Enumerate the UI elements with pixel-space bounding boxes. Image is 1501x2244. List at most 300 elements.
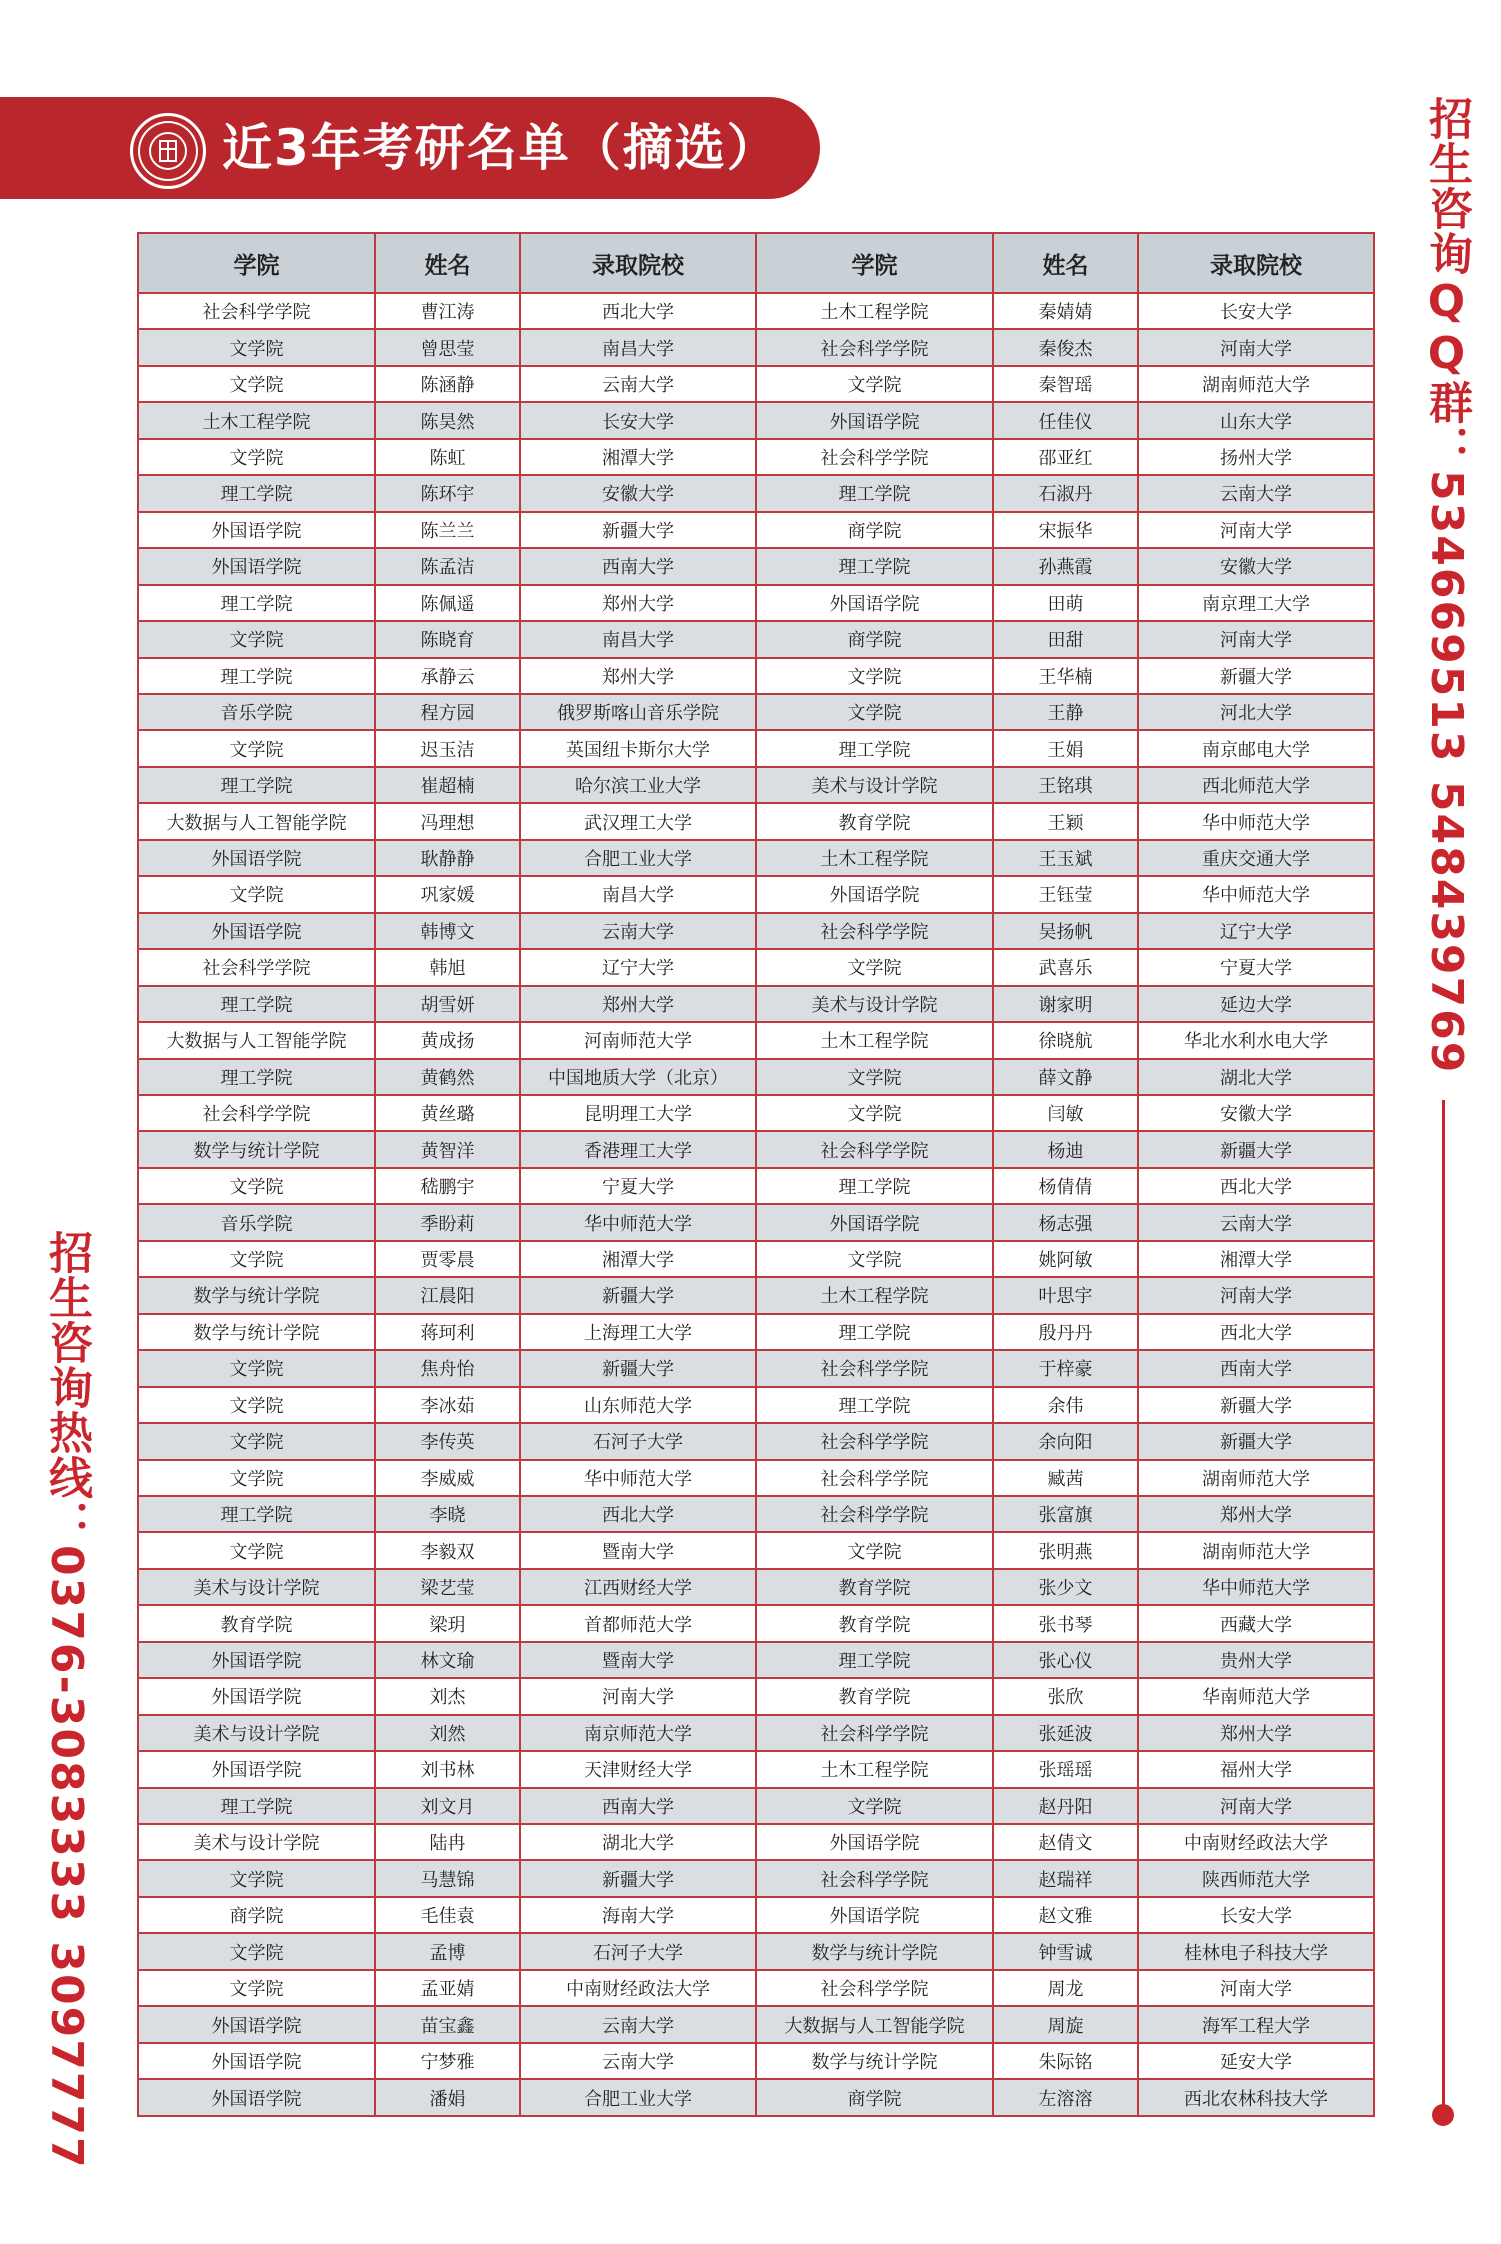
cell-admitted-school: 延边大学 — [1138, 986, 1374, 1022]
cell-college: 文学院 — [756, 1059, 993, 1095]
cell-name: 武喜乐 — [993, 949, 1138, 985]
cell-college: 商学院 — [756, 2079, 993, 2116]
cell-college: 理工学院 — [756, 1642, 993, 1678]
cell-name: 徐晓航 — [993, 1022, 1138, 1058]
cell-college: 外国语学院 — [138, 913, 375, 949]
cell-name: 任佳仪 — [993, 402, 1138, 438]
cell-college: 理工学院 — [138, 475, 375, 511]
cell-name: 李毅双 — [375, 1532, 520, 1568]
table-row — [138, 730, 1374, 766]
table-row — [138, 1642, 1374, 1678]
cell-name: 蒋珂利 — [375, 1314, 520, 1350]
cell-admitted-school: 湖北大学 — [1138, 1059, 1374, 1095]
cell-admitted-school: 河北大学 — [1138, 694, 1374, 730]
cell-admitted-school: 中国地质大学（北京） — [520, 1059, 756, 1095]
cell-admitted-school: 福州大学 — [1138, 1751, 1374, 1787]
cell-college: 美术与设计学院 — [138, 1824, 375, 1860]
cell-admitted-school: 辽宁大学 — [520, 949, 756, 985]
cell-admitted-school: 英国纽卡斯尔大学 — [520, 730, 756, 766]
cell-admitted-school: 湘潭大学 — [1138, 1241, 1374, 1277]
cell-name: 张瑶瑶 — [993, 1751, 1138, 1787]
cell-college: 土木工程学院 — [138, 402, 375, 438]
cell-admitted-school: 桂林电子科技大学 — [1138, 1933, 1374, 1969]
cell-name: 叶思宇 — [993, 1277, 1138, 1313]
cell-admitted-school: 新疆大学 — [520, 1350, 756, 1386]
cell-college: 外国语学院 — [138, 548, 375, 584]
cell-college: 社会科学学院 — [756, 1423, 993, 1459]
cell-name: 王娟 — [993, 730, 1138, 766]
cell-name: 梁玥 — [375, 1605, 520, 1641]
cell-admitted-school: 扬州大学 — [1138, 439, 1374, 475]
cell-name: 刘杰 — [375, 1678, 520, 1714]
cell-name: 梁艺莹 — [375, 1569, 520, 1605]
cell-college: 理工学院 — [756, 1168, 993, 1204]
cell-name: 张欣 — [993, 1678, 1138, 1714]
cell-name: 马慧锦 — [375, 1860, 520, 1896]
table-row — [138, 986, 1374, 1022]
cell-name: 江晨阳 — [375, 1277, 520, 1313]
header-admitted-school: 录取院校 — [1138, 233, 1374, 293]
cell-college: 社会科学学院 — [138, 1095, 375, 1131]
cell-admitted-school: 新疆大学 — [1138, 658, 1374, 694]
table-row — [138, 293, 1374, 329]
cell-admitted-school: 西北大学 — [1138, 1168, 1374, 1204]
table-row — [138, 658, 1374, 694]
cell-name: 宋振华 — [993, 512, 1138, 548]
cell-name: 田甜 — [993, 621, 1138, 657]
cell-admitted-school: 海南大学 — [520, 1897, 756, 1933]
cell-name: 程方园 — [375, 694, 520, 730]
cell-college: 商学院 — [756, 512, 993, 548]
cell-admitted-school: 西北大学 — [520, 1496, 756, 1532]
cell-admitted-school: 长安大学 — [1138, 293, 1374, 329]
cell-admitted-school: 上海理工大学 — [520, 1314, 756, 1350]
cell-admitted-school: 中南财经政法大学 — [520, 1970, 756, 2006]
cell-admitted-school: 长安大学 — [1138, 1897, 1374, 1933]
cell-name: 钟雪诚 — [993, 1933, 1138, 1969]
cell-college: 文学院 — [138, 1532, 375, 1568]
table-row — [138, 1605, 1374, 1641]
cell-admitted-school: 海军工程大学 — [1138, 2006, 1374, 2042]
cell-admitted-school: 贵州大学 — [1138, 1642, 1374, 1678]
cell-college: 商学院 — [756, 621, 993, 657]
hotline-numbers: 0376-3083333 3097777 — [41, 1545, 92, 2170]
cell-college: 理工学院 — [756, 1314, 993, 1350]
cell-name: 毛佳袁 — [375, 1897, 520, 1933]
cell-name: 张少文 — [993, 1569, 1138, 1605]
cell-admitted-school: 辽宁大学 — [1138, 913, 1374, 949]
table-row — [138, 548, 1374, 584]
cell-college: 社会科学学院 — [138, 293, 375, 329]
cell-college: 理工学院 — [138, 1496, 375, 1532]
cell-admitted-school: 河南大学 — [520, 1678, 756, 1714]
table-row — [138, 1022, 1374, 1058]
cell-admitted-school: 安徽大学 — [1138, 1095, 1374, 1131]
table-body — [138, 293, 1374, 2116]
cell-college: 外国语学院 — [138, 1751, 375, 1787]
cell-name: 孙燕霞 — [993, 548, 1138, 584]
cell-name: 耿静静 — [375, 840, 520, 876]
cell-college: 文学院 — [138, 439, 375, 475]
cell-college: 美术与设计学院 — [756, 986, 993, 1022]
cell-name: 焦舟怡 — [375, 1350, 520, 1386]
table-row — [138, 1788, 1374, 1824]
table-row — [138, 1678, 1374, 1714]
cell-college: 文学院 — [756, 366, 993, 402]
cell-college: 文学院 — [138, 1423, 375, 1459]
cell-admitted-school: 重庆交通大学 — [1138, 840, 1374, 876]
cell-college: 美术与设计学院 — [756, 767, 993, 803]
cell-name: 季盼莉 — [375, 1204, 520, 1240]
cell-name: 承静云 — [375, 658, 520, 694]
cell-name: 闫敏 — [993, 1095, 1138, 1131]
cell-name: 田萌 — [993, 585, 1138, 621]
table-row — [138, 803, 1374, 839]
cell-college: 文学院 — [138, 1933, 375, 1969]
cell-admitted-school: 西南大学 — [520, 1788, 756, 1824]
cell-admitted-school: 河南师范大学 — [520, 1022, 756, 1058]
cell-admitted-school: 湖北大学 — [520, 1824, 756, 1860]
cell-college: 教育学院 — [756, 1569, 993, 1605]
cell-name: 王华楠 — [993, 658, 1138, 694]
cell-name: 于梓豪 — [993, 1350, 1138, 1386]
cell-admitted-school: 西北农林科技大学 — [1138, 2079, 1374, 2116]
cell-college: 社会科学学院 — [756, 1970, 993, 2006]
cell-college: 理工学院 — [756, 1387, 993, 1423]
cell-college: 文学院 — [756, 1788, 993, 1824]
cell-college: 社会科学学院 — [756, 329, 993, 365]
table-row — [138, 329, 1374, 365]
table-row — [138, 2006, 1374, 2042]
cell-admitted-school: 南京师范大学 — [520, 1715, 756, 1751]
cell-name: 朱际铭 — [993, 2043, 1138, 2079]
cell-name: 李冰茹 — [375, 1387, 520, 1423]
cell-admitted-school: 昆明理工大学 — [520, 1095, 756, 1131]
cell-name: 殷丹丹 — [993, 1314, 1138, 1350]
hotline-info — [34, 1230, 98, 2170]
cell-admitted-school: 首都师范大学 — [520, 1605, 756, 1641]
cell-admitted-school: 石河子大学 — [520, 1933, 756, 1969]
cell-name: 陈虹 — [375, 439, 520, 475]
cell-college: 文学院 — [138, 366, 375, 402]
table-row — [138, 585, 1374, 621]
table-row — [138, 1241, 1374, 1277]
table-row — [138, 475, 1374, 511]
cell-college: 理工学院 — [138, 1059, 375, 1095]
cell-college: 文学院 — [756, 1241, 993, 1277]
cell-college: 理工学院 — [756, 730, 993, 766]
cell-college: 外国语学院 — [138, 512, 375, 548]
page-title: 近3年考研名单（摘选） — [222, 119, 779, 177]
cell-admitted-school: 南昌大学 — [520, 876, 756, 912]
cell-college: 教育学院 — [756, 803, 993, 839]
table-row — [138, 1897, 1374, 1933]
cell-admitted-school: 湖南师范大学 — [1138, 1460, 1374, 1496]
cell-name: 曾思莹 — [375, 329, 520, 365]
cell-admitted-school: 云南大学 — [520, 2043, 756, 2079]
cell-college: 文学院 — [138, 621, 375, 657]
table-row — [138, 1751, 1374, 1787]
cell-name: 赵文雅 — [993, 1897, 1138, 1933]
table-row — [138, 1496, 1374, 1532]
cell-admitted-school: 郑州大学 — [520, 658, 756, 694]
cell-name: 秦俊杰 — [993, 329, 1138, 365]
table-row — [138, 1059, 1374, 1095]
cell-admitted-school: 华中师范大学 — [520, 1204, 756, 1240]
cell-admitted-school: 云南大学 — [1138, 475, 1374, 511]
cell-admitted-school: 长安大学 — [520, 402, 756, 438]
cell-college: 理工学院 — [138, 767, 375, 803]
cell-college: 大数据与人工智能学院 — [138, 1022, 375, 1058]
cell-college: 外国语学院 — [138, 2043, 375, 2079]
cell-admitted-school: 宁夏大学 — [1138, 949, 1374, 985]
cell-college: 理工学院 — [756, 475, 993, 511]
table-row — [138, 1569, 1374, 1605]
cell-name: 宁梦雅 — [375, 2043, 520, 2079]
cell-admitted-school: 云南大学 — [520, 366, 756, 402]
header-name: 姓名 — [375, 233, 520, 293]
cell-name: 胡雪妍 — [375, 986, 520, 1022]
cell-name: 周龙 — [993, 1970, 1138, 2006]
cell-college: 文学院 — [138, 876, 375, 912]
cell-admitted-school: 南京理工大学 — [1138, 585, 1374, 621]
cell-college: 美术与设计学院 — [138, 1569, 375, 1605]
cell-name: 刘然 — [375, 1715, 520, 1751]
cell-college: 土木工程学院 — [756, 840, 993, 876]
cell-name: 陈涵静 — [375, 366, 520, 402]
cell-admitted-school: 山东大学 — [1138, 402, 1374, 438]
cell-name: 黄鹤然 — [375, 1059, 520, 1095]
decorative-line — [1442, 1100, 1445, 2112]
cell-college: 文学院 — [756, 658, 993, 694]
table-row — [138, 2079, 1374, 2116]
cell-admitted-school: 合肥工业大学 — [520, 2079, 756, 2116]
cell-name: 谢家明 — [993, 986, 1138, 1022]
cell-admitted-school: 哈尔滨工业大学 — [520, 767, 756, 803]
cell-admitted-school: 新疆大学 — [1138, 1423, 1374, 1459]
cell-admitted-school: 云南大学 — [520, 913, 756, 949]
cell-college: 外国语学院 — [756, 402, 993, 438]
header-college: 学院 — [138, 233, 375, 293]
cell-name: 秦婧婧 — [993, 293, 1138, 329]
cell-admitted-school: 合肥工业大学 — [520, 840, 756, 876]
cell-name: 石淑丹 — [993, 475, 1138, 511]
cell-admitted-school: 武汉理工大学 — [520, 803, 756, 839]
cell-name: 刘文月 — [375, 1788, 520, 1824]
cell-college: 音乐学院 — [138, 1204, 375, 1240]
cell-admitted-school: 郑州大学 — [1138, 1496, 1374, 1532]
cell-name: 嵇鹏宇 — [375, 1168, 520, 1204]
table-row — [138, 621, 1374, 657]
cell-college: 外国语学院 — [756, 585, 993, 621]
cell-name: 左溶溶 — [993, 2079, 1138, 2116]
cell-name: 李晓 — [375, 1496, 520, 1532]
cell-college: 外国语学院 — [756, 1824, 993, 1860]
cell-admitted-school: 云南大学 — [520, 2006, 756, 2042]
cell-college: 文学院 — [138, 1860, 375, 1896]
cell-admitted-school: 安徽大学 — [1138, 548, 1374, 584]
cell-admitted-school: 延安大学 — [1138, 2043, 1374, 2079]
cell-name: 臧茜 — [993, 1460, 1138, 1496]
cell-college: 文学院 — [138, 1168, 375, 1204]
cell-admitted-school: 郑州大学 — [1138, 1715, 1374, 1751]
cell-name: 迟玉洁 — [375, 730, 520, 766]
cell-college: 文学院 — [138, 329, 375, 365]
cell-name: 陈兰兰 — [375, 512, 520, 548]
cell-admitted-school: 西南大学 — [520, 548, 756, 584]
cell-name: 黄丝璐 — [375, 1095, 520, 1131]
cell-college: 社会科学学院 — [756, 439, 993, 475]
cell-admitted-school: 西北大学 — [520, 293, 756, 329]
cell-name: 李威威 — [375, 1460, 520, 1496]
cell-college: 外国语学院 — [138, 1678, 375, 1714]
cell-admitted-school: 河南大学 — [1138, 1788, 1374, 1824]
cell-college: 外国语学院 — [138, 2079, 375, 2116]
cell-name: 潘娟 — [375, 2079, 520, 2116]
cell-name: 贾零晨 — [375, 1241, 520, 1277]
cell-name: 陈晓育 — [375, 621, 520, 657]
cell-admitted-school: 陕西师范大学 — [1138, 1860, 1374, 1896]
cell-name: 陈昊然 — [375, 402, 520, 438]
cell-name: 王钰莹 — [993, 876, 1138, 912]
cell-college: 社会科学学院 — [756, 1350, 993, 1386]
cell-college: 社会科学学院 — [756, 1460, 993, 1496]
cell-name: 薛文静 — [993, 1059, 1138, 1095]
decorative-dot — [1432, 2104, 1454, 2126]
table-header-row — [138, 233, 1374, 293]
cell-name: 王颖 — [993, 803, 1138, 839]
cell-admitted-school: 河南大学 — [1138, 1970, 1374, 2006]
table-row — [138, 439, 1374, 475]
cell-college: 教育学院 — [138, 1605, 375, 1641]
qq-group-label: 招生咨询QQ群： — [1421, 96, 1472, 470]
table-row — [138, 1204, 1374, 1240]
cell-admitted-school: 华中师范大学 — [1138, 803, 1374, 839]
cell-college: 理工学院 — [138, 986, 375, 1022]
cell-admitted-school: 西北大学 — [1138, 1314, 1374, 1350]
cell-name: 孟亚婧 — [375, 1970, 520, 2006]
table-row — [138, 1532, 1374, 1568]
cell-college: 理工学院 — [138, 585, 375, 621]
cell-admitted-school: 湖南师范大学 — [1138, 1532, 1374, 1568]
cell-admitted-school: 华中师范大学 — [1138, 876, 1374, 912]
cell-college: 土木工程学院 — [756, 1751, 993, 1787]
table-row — [138, 1350, 1374, 1386]
cell-admitted-school: 河南大学 — [1138, 329, 1374, 365]
header-admitted-school: 录取院校 — [520, 233, 756, 293]
table-row — [138, 1824, 1374, 1860]
cell-admitted-school: 石河子大学 — [520, 1423, 756, 1459]
table-row — [138, 1277, 1374, 1313]
cell-college: 商学院 — [138, 1897, 375, 1933]
cell-name: 黄智洋 — [375, 1131, 520, 1167]
cell-college: 教育学院 — [756, 1678, 993, 1714]
cell-college: 文学院 — [138, 1350, 375, 1386]
cell-name: 杨倩倩 — [993, 1168, 1138, 1204]
cell-name: 王玉斌 — [993, 840, 1138, 876]
cell-college: 社会科学学院 — [138, 949, 375, 985]
cell-name: 陈佩遥 — [375, 585, 520, 621]
cell-name: 曹江涛 — [375, 293, 520, 329]
cell-college: 文学院 — [756, 694, 993, 730]
cell-name: 李传英 — [375, 1423, 520, 1459]
cell-college: 数学与统计学院 — [138, 1314, 375, 1350]
cell-admitted-school: 湖南师范大学 — [1138, 366, 1374, 402]
cell-admitted-school: 华南师范大学 — [1138, 1678, 1374, 1714]
cell-admitted-school: 云南大学 — [1138, 1204, 1374, 1240]
cell-admitted-school: 香港理工大学 — [520, 1131, 756, 1167]
cell-admitted-school: 南京邮电大学 — [1138, 730, 1374, 766]
cell-college: 理工学院 — [138, 658, 375, 694]
cell-college: 社会科学学院 — [756, 913, 993, 949]
cell-admitted-school: 新疆大学 — [520, 1277, 756, 1313]
cell-admitted-school: 西北师范大学 — [1138, 767, 1374, 803]
cell-admitted-school: 南昌大学 — [520, 621, 756, 657]
table-row — [138, 1970, 1374, 2006]
table-row — [138, 1715, 1374, 1751]
table-row — [138, 366, 1374, 402]
cell-name: 林文瑜 — [375, 1642, 520, 1678]
cell-college: 文学院 — [756, 949, 993, 985]
cell-name: 杨迪 — [993, 1131, 1138, 1167]
cell-college: 大数据与人工智能学院 — [756, 2006, 993, 2042]
cell-admitted-school: 西藏大学 — [1138, 1605, 1374, 1641]
table-row — [138, 1314, 1374, 1350]
table-row — [138, 767, 1374, 803]
cell-college: 数学与统计学院 — [138, 1131, 375, 1167]
table-row — [138, 1860, 1374, 1896]
cell-college: 土木工程学院 — [756, 293, 993, 329]
cell-name: 邵亚红 — [993, 439, 1138, 475]
school-logo — [130, 113, 206, 189]
cell-name: 韩博文 — [375, 913, 520, 949]
cell-name: 张心仪 — [993, 1642, 1138, 1678]
table-row — [138, 1387, 1374, 1423]
cell-name: 巩家媛 — [375, 876, 520, 912]
cell-college: 数学与统计学院 — [756, 2043, 993, 2079]
table-row — [138, 1131, 1374, 1167]
table-row — [138, 876, 1374, 912]
cell-admitted-school: 新疆大学 — [520, 1860, 756, 1896]
cell-college: 美术与设计学院 — [138, 1715, 375, 1751]
cell-name: 赵瑞祥 — [993, 1860, 1138, 1896]
cell-admitted-school: 郑州大学 — [520, 986, 756, 1022]
table-row — [138, 512, 1374, 548]
cell-name: 姚阿敏 — [993, 1241, 1138, 1277]
cell-name: 赵倩文 — [993, 1824, 1138, 1860]
cell-college: 外国语学院 — [138, 1642, 375, 1678]
cell-name: 余向阳 — [993, 1423, 1138, 1459]
cell-college: 文学院 — [138, 730, 375, 766]
cell-college: 数学与统计学院 — [756, 1933, 993, 1969]
cell-college: 社会科学学院 — [756, 1496, 993, 1532]
cell-name: 周旋 — [993, 2006, 1138, 2042]
table-row — [138, 694, 1374, 730]
cell-admitted-school: 天津财经大学 — [520, 1751, 756, 1787]
cell-college: 文学院 — [138, 1241, 375, 1277]
table-row — [138, 2043, 1374, 2079]
cell-college: 土木工程学院 — [756, 1277, 993, 1313]
cell-admitted-school: 南昌大学 — [520, 329, 756, 365]
cell-name: 崔超楠 — [375, 767, 520, 803]
cell-admitted-school: 暨南大学 — [520, 1532, 756, 1568]
cell-admitted-school: 中南财经政法大学 — [1138, 1824, 1374, 1860]
cell-admitted-school: 华中师范大学 — [520, 1460, 756, 1496]
cell-college: 大数据与人工智能学院 — [138, 803, 375, 839]
cell-admitted-school: 华北水利水电大学 — [1138, 1022, 1374, 1058]
cell-college: 文学院 — [138, 1460, 375, 1496]
header-name: 姓名 — [993, 233, 1138, 293]
